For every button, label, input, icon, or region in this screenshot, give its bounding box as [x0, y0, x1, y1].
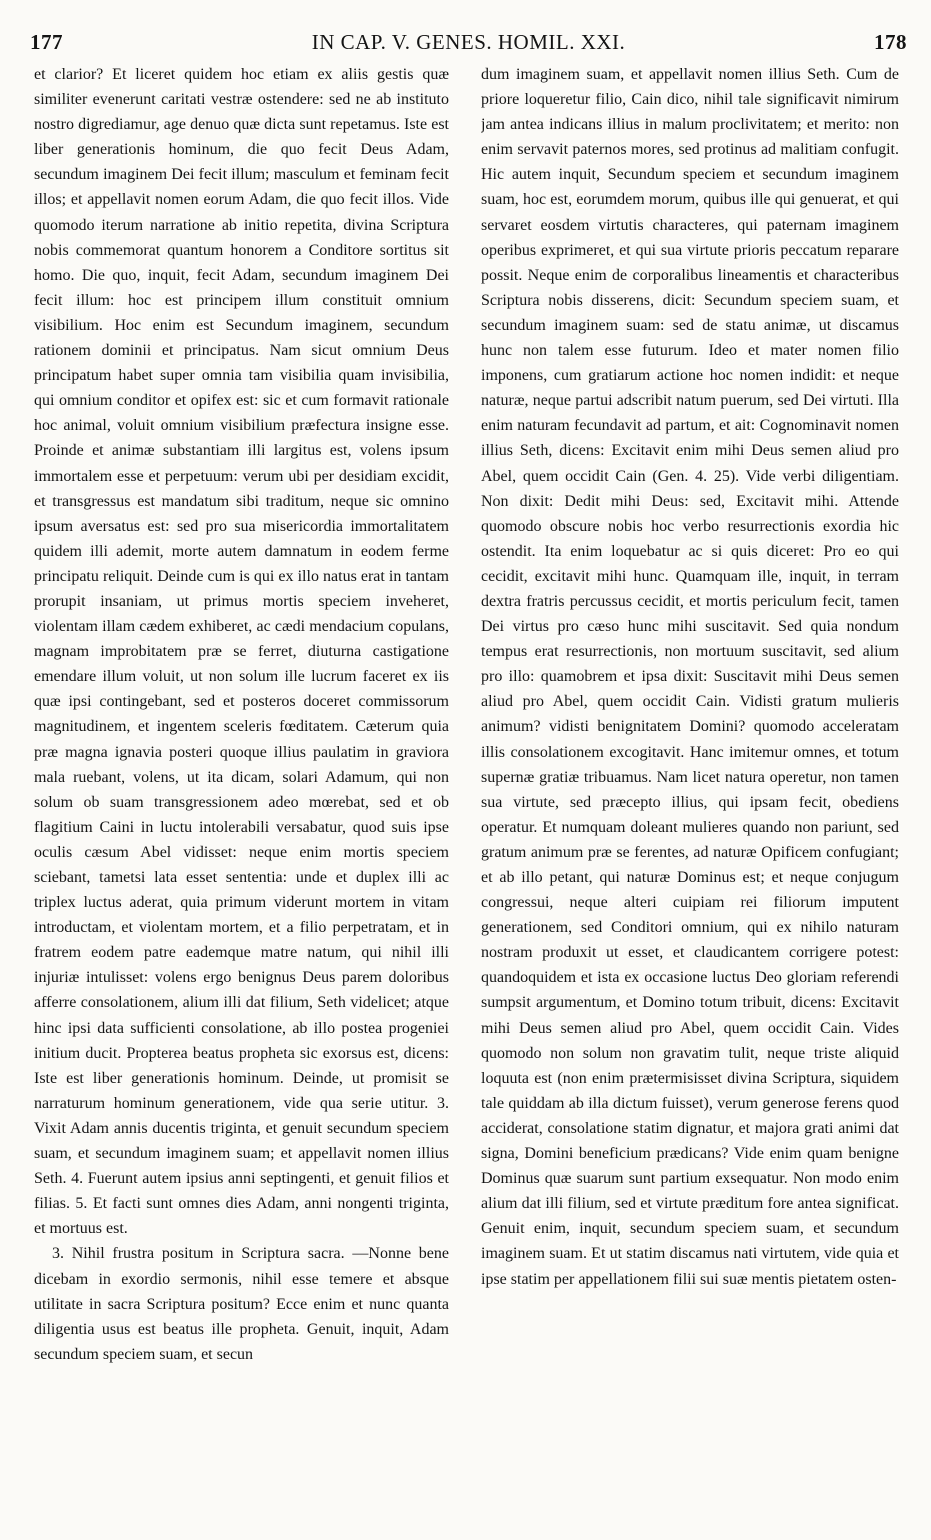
right-column [481, 62, 899, 1532]
left-column [34, 62, 449, 1532]
page-number-left: 177 [30, 30, 63, 54]
page-header [30, 28, 907, 58]
right-paragraph-1: dum imaginem suam, et appellavit nomen illius Seth. Cum de priore loqueretur filio, Cain dico, nihil tale significavit nimirum jam antea indicans illius in malum proclivitatem; et merito: non enim servavit paternos mores, sed protinus ad malitiam confugit. Hic autem inquit, Secundum speciem et secundum imaginem suam, hoc est, eorumdem morum, quibus ille qui genuerat, et qui servaret eosdem virtutis characteres, qui paternam imaginem operibus exprimeret, et qui sua virtute prioris peccatum reparare possit. Neque enim de corporalibus lineamentis et characteribus Scriptura nobis disserens, dicit: Secundum speciem suam, et secundum imaginem suam: sed de statu animæ, ut discamus hunc non talem esse futurum. Ideo et mater nomen filio imponens, cum gratiarum actione hoc nomen indidit: et neque naturæ, neque partui adscribit natum puerum, sed Dei virtuti. Illa enim naturam fecundavit ad partum, et ait: Cognominavit nomen illius Seth, dicens: Excitavit enim mihi Deus semen aliud pro Abel, quem occidit Cain (Gen. 4. 25). Vide verbi diligentiam. Non dixit: Dedit mihi Deus: sed, Excitavit mihi. Attende quomodo obscure nobis hoc verbo resurrectionis exordia hic ostendit. Ita enim loquebatur ac si quis diceret: Pro eo qui cecidit, excitavit mihi hunc. Quamquam ille, inquit, in terram dextra fratris percussus cecidit, et mortis periculum fecit, tamen Dei virtus pro cæso hunc mihi suscitavit. Sed quia nondum tempus erat resurrectionis, non mortuum suscitavit, sed alium pro illo: quamobrem et ipsa dixit: Suscitavit mihi Deus semen aliud pro Abel, quem occidit Cain. Vidisti gratum mulieris animum? vidisti benignitatem Domini? quomodo acceleratam illis consolationem excogitavit. Hanc imitemur omnes, et totum supernæ gratiæ tribuamus. Nam licet natura operetur, non tamen sua virtute, sed præcepto illius, qui ipsam fecit, obediens operatur. Et numquam doleant mulieres quando non pariunt, sed gratum animum præ se ferentes, ad naturæ Opificem confugiant; et ab illo petant, qui naturæ Dominus est; et neque conjugum congressui, neque alteri cuipiam rei filiorum imputent generationem, sed Conditori omnium, qui ex nihilo naturam nostram produxit ut esset, et claudicantem corrigere potest: quandoquidem et ista ex occasione luctus Deo gloriam referendi sumpsit argumentum, et Domino totum tribuit, dicens: Excitavit mihi Deus semen aliud pro Abel, quem occidit Cain. Vides quomodo non solum non gravatim tulit, neque triste aliquid loquuta est (non enim prætermisisset divina Scriptura, siquidem tale quiddam ab illa dictum fuisset), verum generose ferens quod acciderat, consolatione statim dignatur, et majora grati animi dat signa, Domini beneficium prædicans? Vide enim quam benigne Dominus quæ suarum sunt partium exsequatur. Non modo enim alium dat illi filium, sed et virtute præditum fore antea significat. Genuit enim, inquit, secundum speciem suam, et secundum imaginem suam. Et ut statim discamus nati virtutem, vide quia et ipse statim per appellationem filii sui suæ mentis pietatem osten- [481, 66, 899, 1288]
left-paragraph-2: 3. Nihil frustra positum in Scriptura sacra. —Nonne bene dicebam in exordio sermonis, nihil esse temere et absque utilitate in sacra Scriptura positum? Ecce enim et nunc quanta diligentia usus est beatus ille propheta. Genuit, inquit, Adam secundum speciem suam, et secun [34, 1245, 449, 1363]
left-paragraph-1: et clarior? Et liceret quidem hoc etiam ex aliis gestis quæ similiter evenerunt caritati vestræ ostendere: sed ne ab instituto nostro digrediamur, age denuo quæ dicta sunt repetamus. Iste est liber generationis hominum, die quo fecit Deus Adam, secundum imaginem Dei fecit illum; masculum et feminam fecit illos; et appellavit nomen eorum Adam, die quo fecit illos. Vide quomodo iterum narratione ab initio repetita, divina Scriptura nobis commemorat quantum honorem a Conditore sortitus sit homo. Die quo, inquit, fecit Adam, secundum imaginem Dei fecit illum: hoc est principem illum constituit omnium visibilium. Hoc enim est Secundum imaginem, secundum rationem dominii et principatus. Nam sicut omnium Deus principatum habet super omnia tam visibilia quam invisibilia, qui omnium conditor et opifex est: sic et cum formavit rationale hoc animal, voluit omnium visibilium præfectura insigne esse. Proinde et animæ substantiam illi largitus est, volens ipsum immortalem esse et perpetuum: verum ubi per desidiam excidit, et transgressus est mandatum sibi traditum, neque sic omnino ipsum aversatus est: sed pro sua misericordia immortalitatem quidem illi ademit, morte autem damnatum in eodem ferme principatu reliquit. Deinde cum is qui ex illo natus erat in tantam prorupit insaniam, ut primus mortis speciem inveheret, violentam illam cædem exhiberet, ac cædi mendacium copulans, magnam improbitatem præ se ferret, diuturna castigatione emendare illum voluit, ut non solum ille lucrum faceret ex iis quæ ipsi contingebant, sed et posteros doceret commissorum magnitudinem, et ingentem sceleris fœditatem. Cæterum quia præ magna ignavia posteri quoque illius paulatim in graviora mala ruebant, volens, ut ita dicam, solari Adamum, qui non solum ob suam transgressionem adeo mœrebat, sed et ob flagitium Caini in luctu intolerabili versabatur, quod suis ipse oculis cæsum Abel vidisset: neque enim mortis speciem sciebant, tametsi lata esset sententia: unde et duplex illi ac triplex luctus aderat, quia primum viderunt mortem in vitam introductam, et violentam mortem, et a filio perpetratam, et in fratrem eodem patre eademque matre natum, qui nihil illi injuriæ intulisset: volens ergo benignus Deus parem doloribus afferre consolationem, alium illi dat filium, Seth videlicet; atque hinc ipsi data sufficienti consolatione, ab illo postea progeniei initium ducit. Propterea beatus propheta sic exorsus est, dicens: Iste est liber generationis hominum. Deinde, ut promisit se narraturum hominum generationem, vide qua serie utitur. 3. Vixit Adam annis ducentis triginta, et genuit secundum speciem suam, et secundum imaginem suam; et appellavit nomen illius Seth. 4. Fuerunt autem ipsius anni septingenti, et genuit filios et filias. 5. Et facti sunt omnes dies Adam, anni nongenti triginta, et mortuus est. [34, 66, 449, 1238]
page-number-right: 178 [874, 30, 907, 54]
running-title: IN CAP. V. GENES. HOMIL. XXI. [311, 30, 626, 54]
